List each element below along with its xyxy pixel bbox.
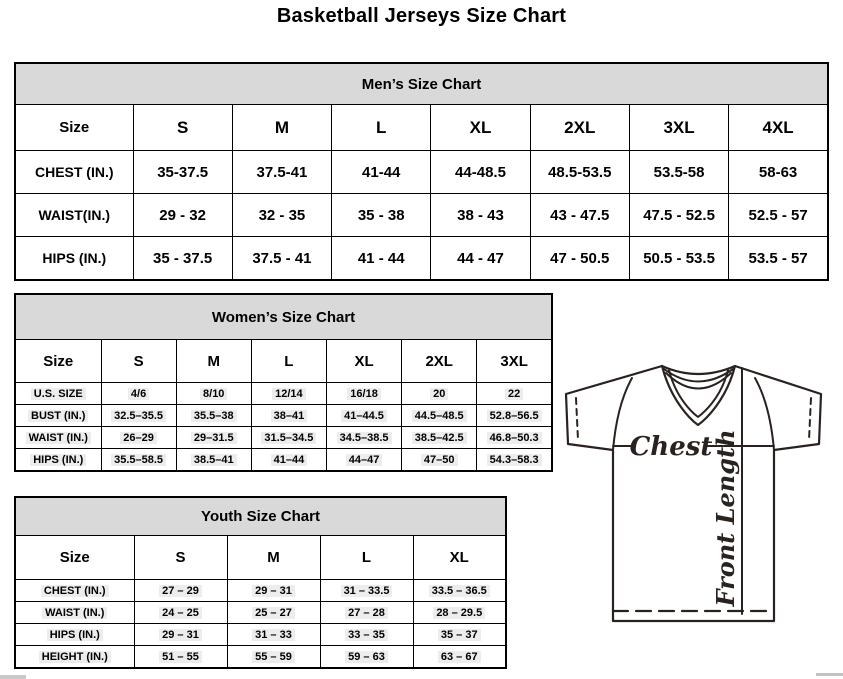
size-cell: 43 - 47.5 [530,194,629,237]
size-cell: XL [326,340,401,383]
size-cell: 2XL [530,105,629,151]
size-cell: 53.5-58 [629,151,728,194]
size-cell: 55 – 59 [227,646,320,669]
size-cell: 41-44 [332,151,431,194]
size-cell: 44.5–48.5 [402,405,477,427]
mens-chest-row [15,151,828,194]
size-cell: 44 - 47 [431,237,530,281]
mens-table-header-row [15,63,828,105]
womens-bust-label: BUST (IN.) [15,405,101,427]
size-cell: 12/14 [251,383,326,405]
size-cell: 41–44 [251,449,326,472]
size-cell: 34.5–38.5 [326,427,401,449]
size-cell: 31.5–34.5 [251,427,326,449]
size-cell: 31 – 33 [227,624,320,646]
front-length-label: Front Length [711,429,740,607]
womens-bust-row [15,405,552,427]
size-cell: 59 – 63 [320,646,413,669]
size-cell: 31 – 33.5 [320,580,413,602]
size-cell: 35.5–38 [176,405,251,427]
size-cell: 32.5–35.5 [101,405,176,427]
size-cell: 29 - 32 [133,194,232,237]
size-cell: 20 [402,383,477,405]
mens-chest-label: CHEST (IN.) [15,151,133,194]
size-cell: 37.5-41 [232,151,331,194]
mens-waist-label: WAIST(IN.) [15,194,133,237]
size-cell: M [227,536,320,580]
size-cell: 29 – 31 [227,580,320,602]
size-cell: 26–29 [101,427,176,449]
jersey-outline [566,366,821,621]
size-cell: S [101,340,176,383]
size-cell: 38.5–42.5 [402,427,477,449]
womens-waist-label: WAIST (IN.) [15,427,101,449]
mens-table-header: Men’s Size Chart [15,63,828,105]
size-cell: L [332,105,431,151]
youth-chest-label: CHEST (IN.) [15,580,134,602]
size-cell: 54.3–58.3 [477,449,552,472]
size-cell: 33.5 – 36.5 [413,580,506,602]
size-cell: 35-37.5 [133,151,232,194]
size-cell: 38 - 43 [431,194,530,237]
size-cell: 35 - 37.5 [133,237,232,281]
womens-size-table [14,293,553,472]
youth-waist-row [15,602,506,624]
size-cell: 3XL [477,340,552,383]
size-cell: 4/6 [101,383,176,405]
size-cell: M [176,340,251,383]
size-cell: 3XL [629,105,728,151]
size-cell: L [251,340,326,383]
size-cell: 35 - 38 [332,194,431,237]
size-cell: 27 – 28 [320,602,413,624]
size-cell: 2XL [402,340,477,383]
size-cell: 38–41 [251,405,326,427]
youth-hips-label: HIPS (IN.) [15,624,134,646]
page-title: Basketball Jerseys Size Chart [276,5,567,27]
size-cell: M [232,105,331,151]
size-cell: 8/10 [176,383,251,405]
youth-size-header-row [15,536,506,580]
youth-size-label: Size [15,536,134,580]
mens-size-label: Size [15,105,133,151]
womens-us-size-row [15,383,552,405]
womens-hips-label: HIPS (IN.) [15,449,101,472]
size-cell: 29–31.5 [176,427,251,449]
womens-size-header-row [15,340,552,383]
size-cell: XL [413,536,506,580]
size-cell: S [134,536,227,580]
size-cell: 44–47 [326,449,401,472]
size-cell: 44-48.5 [431,151,530,194]
size-cell: 41–44.5 [326,405,401,427]
chest-label: Chest [629,432,713,462]
size-cell: 52.8–56.5 [477,405,552,427]
size-cell: 22 [477,383,552,405]
scrollbar-fragment-right[interactable] [816,673,843,676]
size-cell: 38.5–41 [176,449,251,472]
size-cell: 46.8–50.3 [477,427,552,449]
size-cell: 50.5 - 53.5 [629,237,728,281]
jersey-diagram-svg [552,356,842,636]
size-cell: 24 – 25 [134,602,227,624]
size-cell: XL [431,105,530,151]
youth-height-label: HEIGHT (IN.) [15,646,134,669]
womens-table-header: Women’s Size Chart [15,294,552,340]
womens-size-label: Size [15,340,101,383]
mens-size-table [14,62,829,281]
size-cell: 47 - 50.5 [530,237,629,281]
size-cell: 52.5 - 57 [729,194,828,237]
youth-hips-row [15,624,506,646]
size-cell: 25 – 27 [227,602,320,624]
size-cell: 35.5–58.5 [101,449,176,472]
jersey-measurement-diagram [552,356,842,636]
mens-hips-label: HIPS (IN.) [15,237,133,281]
mens-size-header-row [15,105,828,151]
youth-waist-label: WAIST (IN.) [15,602,134,624]
youth-chest-row [15,580,506,602]
size-cell: 51 – 55 [134,646,227,669]
youth-size-table [14,496,507,669]
size-cell: 37.5 - 41 [232,237,331,281]
womens-us-size-label: U.S. SIZE [15,383,101,405]
size-cell: 27 – 29 [134,580,227,602]
size-cell: 53.5 - 57 [729,237,828,281]
womens-hips-row [15,449,552,472]
size-cell: 16/18 [326,383,401,405]
size-cell: 63 – 67 [413,646,506,669]
size-cell: 29 – 31 [134,624,227,646]
size-cell: S [133,105,232,151]
youth-table-header: Youth Size Chart [15,497,506,536]
size-cell: 48.5-53.5 [530,151,629,194]
size-cell: 58-63 [729,151,828,194]
size-cell: 4XL [729,105,828,151]
size-cell: 47–50 [402,449,477,472]
youth-table-header-row [15,497,506,536]
size-cell: 32 - 35 [232,194,331,237]
mens-hips-row [15,237,828,281]
size-cell: 33 – 35 [320,624,413,646]
womens-waist-row [15,427,552,449]
womens-table-header-row [15,294,552,340]
size-cell: 28 – 29.5 [413,602,506,624]
size-cell: 35 – 37 [413,624,506,646]
size-cell: L [320,536,413,580]
scrollbar-fragment-left[interactable] [0,675,26,679]
size-cell: 41 - 44 [332,237,431,281]
youth-height-row [15,646,506,669]
size-cell: 47.5 - 52.5 [629,194,728,237]
mens-waist-row [15,194,828,237]
